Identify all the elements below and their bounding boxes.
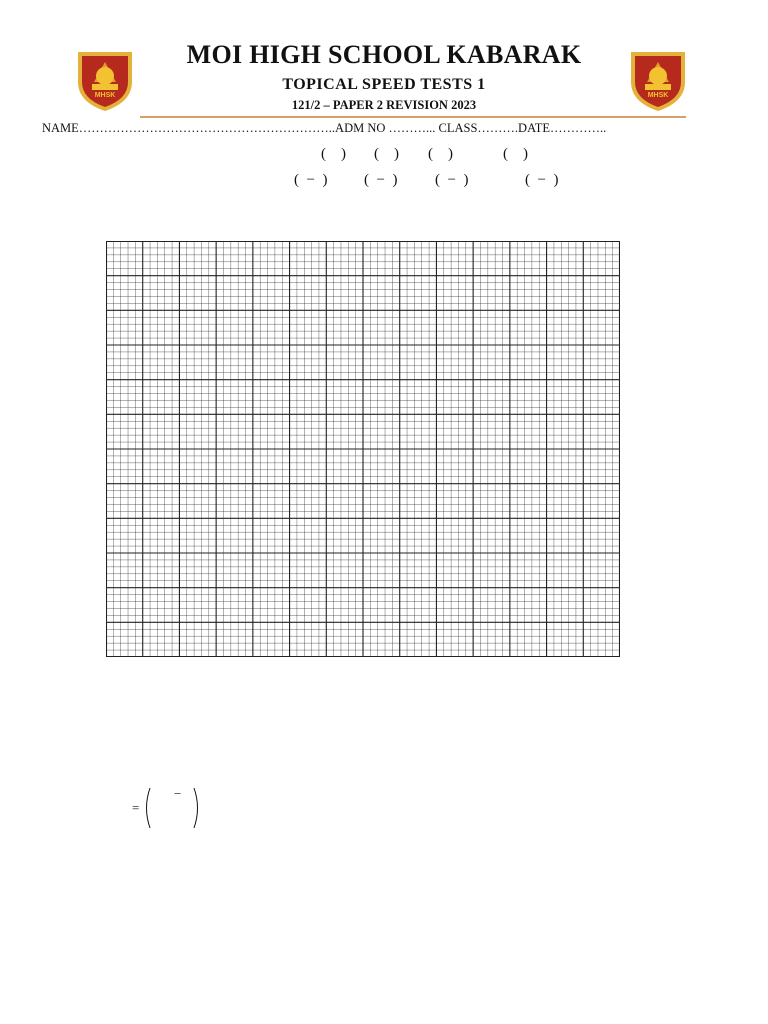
minus-bracket: ( − ) [364,172,398,188]
test-subtitle: TOPICAL SPEED TESTS 1 [282,76,486,93]
header-divider [140,116,686,118]
empty-bracket: ( ) [321,146,346,162]
paper-code: 121/2 – PAPER 2 REVISION 2023 [291,98,477,112]
matrix-minus-sign: − [174,786,182,801]
minus-bracket: ( − ) [435,172,469,188]
crest-lettering: MHSK [94,92,116,99]
school-title: MOI HIGH SCHOOL KABARAK [186,40,582,69]
equals-sign: = [132,800,140,815]
empty-bracket: ( ) [428,146,453,162]
crest-lettering: MHSK [647,92,669,99]
minus-bracket: ( − ) [294,172,328,188]
matrix-brackets [142,786,202,830]
empty-bracket: ( ) [374,146,399,162]
empty-bracket: ( ) [503,146,528,162]
student-details-line: NAME……………………………………………………..ADM NO ………... CLASS……….DATE………….. [42,121,607,135]
minus-bracket: ( − ) [525,172,559,188]
graph-paper-grid [106,241,620,657]
